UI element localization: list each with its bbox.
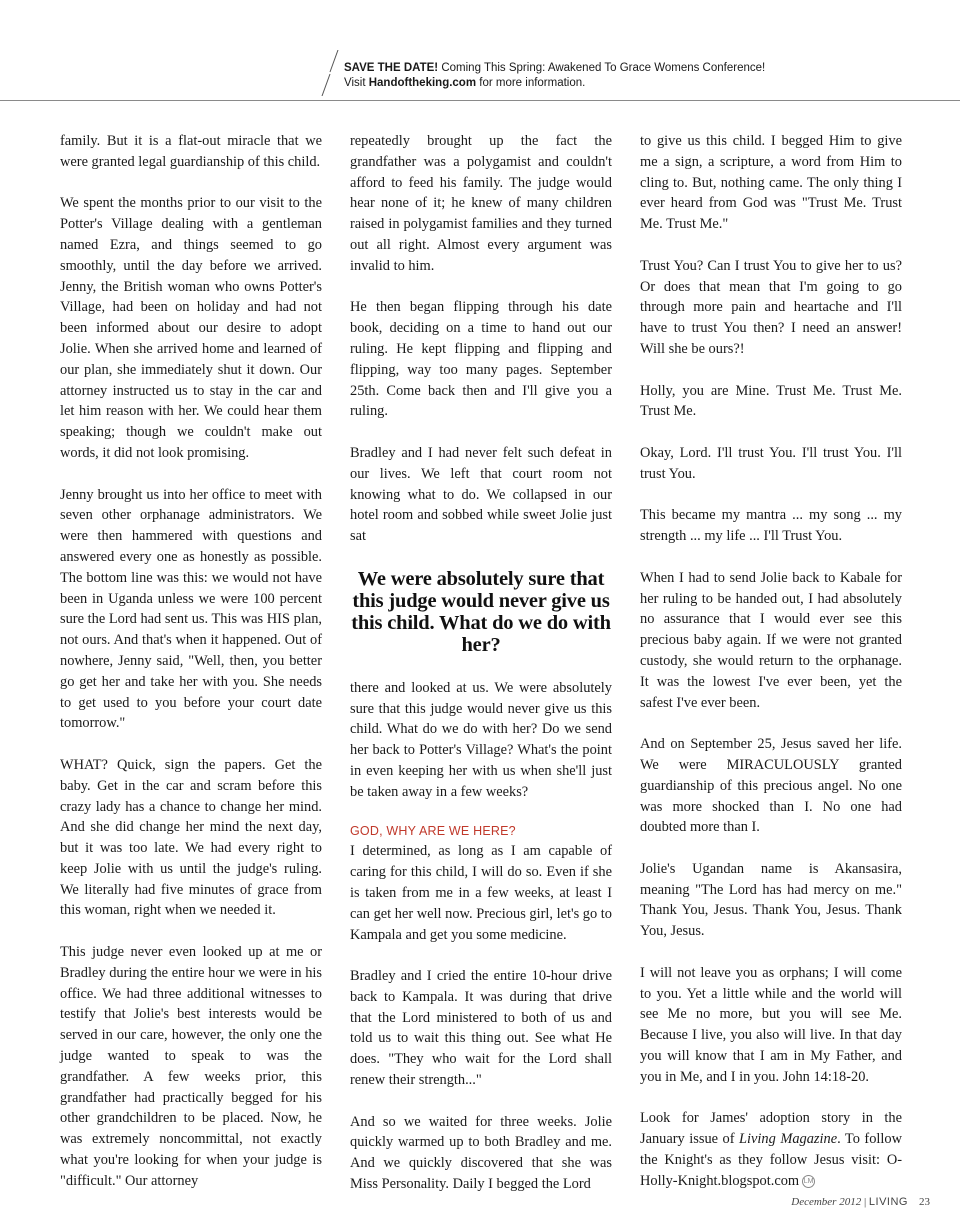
footer-magazine: LIVING — [868, 1196, 908, 1208]
magazine-name: Living Magazine — [739, 1131, 838, 1148]
page-footer — [791, 1196, 930, 1208]
paragraph: to give us this child. I begged Him to give me a sign, a scripture, a word from Him to cling to. But, nothing came. The only thing I ever heard from God was "Trust Me. Trust Me. Trust Me." — [640, 133, 902, 233]
event-banner — [0, 0, 960, 101]
paragraph: Trust You? Can I trust You to give her to us? Or does that mean that I'm going to go through more pain and heartache and I'll have to trust You then? I need an answer! Will she be ours?! — [640, 257, 902, 357]
closing-text: Look for James' adoption story in the January issue of — [640, 1110, 902, 1148]
paragraph: Jolie's Ugandan name is Akansasira, meaning "The Lord has had mercy on me." Thank You, Jesus. Thank You, Jesus. Thank You, Jesus. — [640, 860, 902, 940]
paragraph: He then began flipping through his date book, deciding on a time to hand out our ruling. He kept flipping and flipping and flipping, way too many pages. September 25th. Come back then and I'll give you a ruling. — [350, 299, 612, 420]
paragraph: I determined, as long as I am capable of caring for this child, I will do so. Even if she is taken from me in a few weeks, at least I can get her well now. Precious girl, let's go to Kampala and get you some medicine. — [350, 843, 612, 943]
paragraph: there and looked at us. We were absolutely sure that this judge would never give us this child. What do we do with her? Do we send her back to Potter's Village? What's the point in even keeping her with us when she'll just be taken away in a few weeks? — [350, 679, 612, 800]
closing-text-link: . To follow the Knight's as they follow Jesus visit: O-Holly-Knight.blogspot.com — [640, 1131, 902, 1189]
paragraph: repeatedly brought up the fact the grandfather was a polygamist and couldn't afford to feed his family. The judge would hear none of it; he knew of many children raised in polygamist families and they turned out all right. Almost every argument was invalid to him. — [350, 133, 612, 274]
banner-text — [344, 61, 765, 91]
paragraph: Jenny brought us into her office to meet with seven other orphanage administrators. We were then hammered with questions and answered every one as honestly as possible. The bottom line was this: we would not have been in Uganda unless we were 100 percent sure the Lord had sent us. This was HIS plan, not ours. And that's when it happened. Out of nowhere, Jenny said, "Well, then, you better go get her and take her with you. She needs to get used to you before your court date tomorrow." — [60, 486, 322, 732]
paragraph: Bradley and I had never felt such defeat in our lives. We left that court room not knowing what to do. We collapsed in our hotel room and sobbed while sweet Jolie just sat — [350, 444, 612, 545]
paragraph: We spent the months prior to our visit to the Potter's Village dealing with a gentleman named Ezra, and things seemed to go smoothly, until the day before we arrived. Jenny, the British woman who owns Potter's Village, had been on holiday and had not been informed about our desire to adopt Jolie. When she arrived home and learned of our plan, she immediately shut it down. Our attorney instructed us to stay in the car and let him reason with her. We could hear them speaking; though we couldn't make out words, it did not look promising. — [60, 195, 322, 461]
paragraph: Holly, you are Mine. Trust Me. Trust Me. Trust Me. — [640, 382, 902, 420]
section-subhead: GOD, WHY ARE WE HERE? — [350, 824, 516, 839]
slash-divider-icon — [318, 50, 342, 96]
banner-line-1 — [344, 61, 765, 76]
footer-separator: | — [861, 1196, 869, 1208]
banner-visit-text: Visit — [344, 77, 369, 89]
paragraph: And on September 25, Jesus saved her life. We were MIRACULOUSLY granted guardianship of this precious angel. No one was more shocked than I. No one had doubted more than I. — [640, 736, 902, 836]
page-number: 23 — [919, 1196, 930, 1208]
paragraph: family. But it is a flat-out miracle that we were granted legal guardianship of this child. — [60, 133, 322, 170]
paragraph: I will not leave you as orphans; I will come to you. Yet a little while and the world will see Me no more, but you will see Me. Because I live, you also will live. In that day you will know that I am in My Father, and you in Me, and I in you. John 14:18-20. — [640, 964, 902, 1085]
banner-event-text: Coming This Spring: Awakened To Grace Womens Conference! — [438, 62, 766, 74]
closing-paragraph — [640, 1108, 902, 1191]
article-column-3 — [640, 131, 902, 1212]
article-column-2 — [350, 131, 612, 1216]
paragraph: Bradley and I cried the entire 10-hour drive back to Kampala. It was during that drive that the Lord ministered to both of us and told us to wait this thing out. See what He does. "They who wait for the Lord shall renew their strength..." — [350, 968, 612, 1089]
paragraph: Okay, Lord. I'll trust You. I'll trust You. I'll trust You. — [640, 444, 902, 482]
paragraph: When I had to send Jolie back to Kabale for her ruling to be handed out, I had absolutely no assurance that I would ever see this precious baby again. If we were not granted custody, she would return to the orphanage. It was the lowest I've ever been, yet the safest I've ever been. — [640, 569, 902, 711]
paragraph: This judge never even looked up at me or Bradley during the entire hour we were in his office. We had three additional witnesses to testify that Jolie's best interests would be served in our care, however, the only one the judge wanted to speak to was the grandfather. A few weeks prior, this grandfather had practically begged for his other grandchildren to be placed. Now, he was extremely noncommittal, not exactly what you're looking for when your judge is "difficult." Our attorney — [60, 944, 322, 1189]
end-mark-icon: LM — [802, 1175, 815, 1188]
paragraph: And so we waited for three weeks. Jolie quickly warmed up to both Bradley and me. And we quickly discovered that she was Miss Personality. Daily I begged the Lord — [350, 1113, 612, 1193]
banner-info-text: for more information. — [476, 77, 586, 89]
paragraph: This became my mantra ... my song ... my strength ... my life ... I'll Trust You. — [640, 507, 902, 545]
article-column-1 — [60, 131, 322, 1212]
pull-quote: We were absolutely sure that this judge would never give us this child. What do we do with her? — [351, 567, 611, 656]
footer-date: December 2012 — [791, 1196, 862, 1208]
save-the-date-label: SAVE THE DATE! — [344, 62, 439, 74]
banner-site-link[interactable]: Handoftheking.com — [368, 77, 477, 89]
banner-line-2 — [344, 76, 765, 91]
paragraph: WHAT? Quick, sign the papers. Get the baby. Get in the car and scram before this crazy lady has a chance to change her mind. And she did change her mind the next day, but it was too late. We had every right to keep Jolie with us until the judge's ruling. We literally had five minutes of grace from this woman, right when we needed it. — [60, 756, 322, 919]
